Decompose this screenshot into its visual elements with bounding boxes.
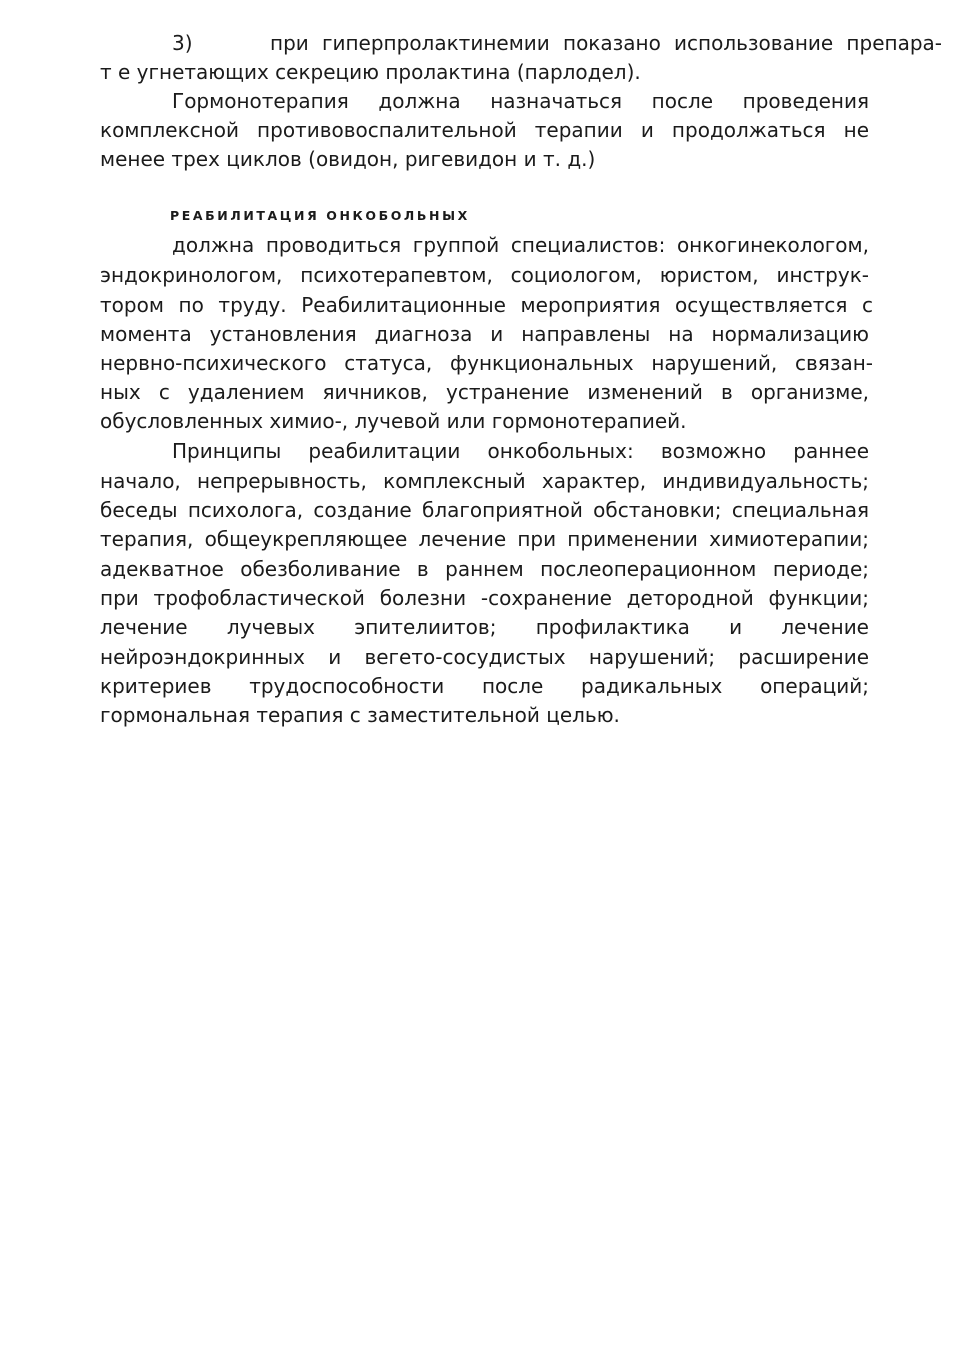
paragraph-line: ных с удалением яичников, устранение изменений в организме, xyxy=(100,380,869,404)
paragraph-line: лечение лучевых эпителиитов; профилактика и лечение xyxy=(100,615,869,639)
section-heading: РЕАБИЛИТАЦИЯ ОНКОБОЛЬНЫХ xyxy=(170,208,470,223)
paragraph-line: нейроэндокринных и вегето-сосудистых нарушений; расширение xyxy=(100,645,869,669)
paragraph-line: критериев трудоспособности после радикальных операций; xyxy=(100,674,869,698)
paragraph-line: Принципы реабилитации онкобольных: возможно раннее xyxy=(172,439,869,463)
paragraph-line: должна проводиться группой специалистов: онкогинекологом, xyxy=(172,233,869,257)
paragraph-line: эндокринологом, психотерапевтом, социологом, юристом, инструк- xyxy=(100,263,869,287)
paragraph-line: гормональная терапия с заместительной целью. xyxy=(100,703,620,727)
paragraph-line: момента установления диагноза и направлены на нормализацию xyxy=(100,322,869,346)
paragraph-line: адекватное обезболивание в раннем послеоперационном периоде; xyxy=(100,557,869,581)
item3-text-line: при гиперпролактинемии показано использование препара- xyxy=(270,31,942,55)
paragraph-line: Гормонотерапия должна назначаться после проведения xyxy=(172,89,869,113)
paragraph-line: беседы психолога, создание благоприятной обстановки; специальная xyxy=(100,498,869,522)
paragraph-line: нервно-психического статуса, функциональных нарушений, связан- xyxy=(100,351,873,375)
paragraph-line: при трофобластической болезни -сохранение детородной функции; xyxy=(100,586,869,610)
paragraph-line: обусловленных химио-, лучевой или гормонотерапией. xyxy=(100,409,687,433)
item-number: 3) xyxy=(172,31,193,55)
item3-text-line: т е угнетающих секрецию пролактина (парлодел). xyxy=(100,60,641,84)
paragraph-line: начало, непрерывность, комплексный характер, индивидуальность; xyxy=(100,469,869,493)
paragraph-line: комплексной противовоспалительной терапии и продолжаться не xyxy=(100,118,869,142)
paragraph-line: терапия, общеукрепляющее лечение при применении химиотерапии; xyxy=(100,527,869,551)
paragraph-line: менее трех циклов (овидон, ригевидон и т. д.) xyxy=(100,147,596,171)
paragraph-line: тором по труду. Реабилитационные мероприятия осуществляется с xyxy=(100,293,873,317)
